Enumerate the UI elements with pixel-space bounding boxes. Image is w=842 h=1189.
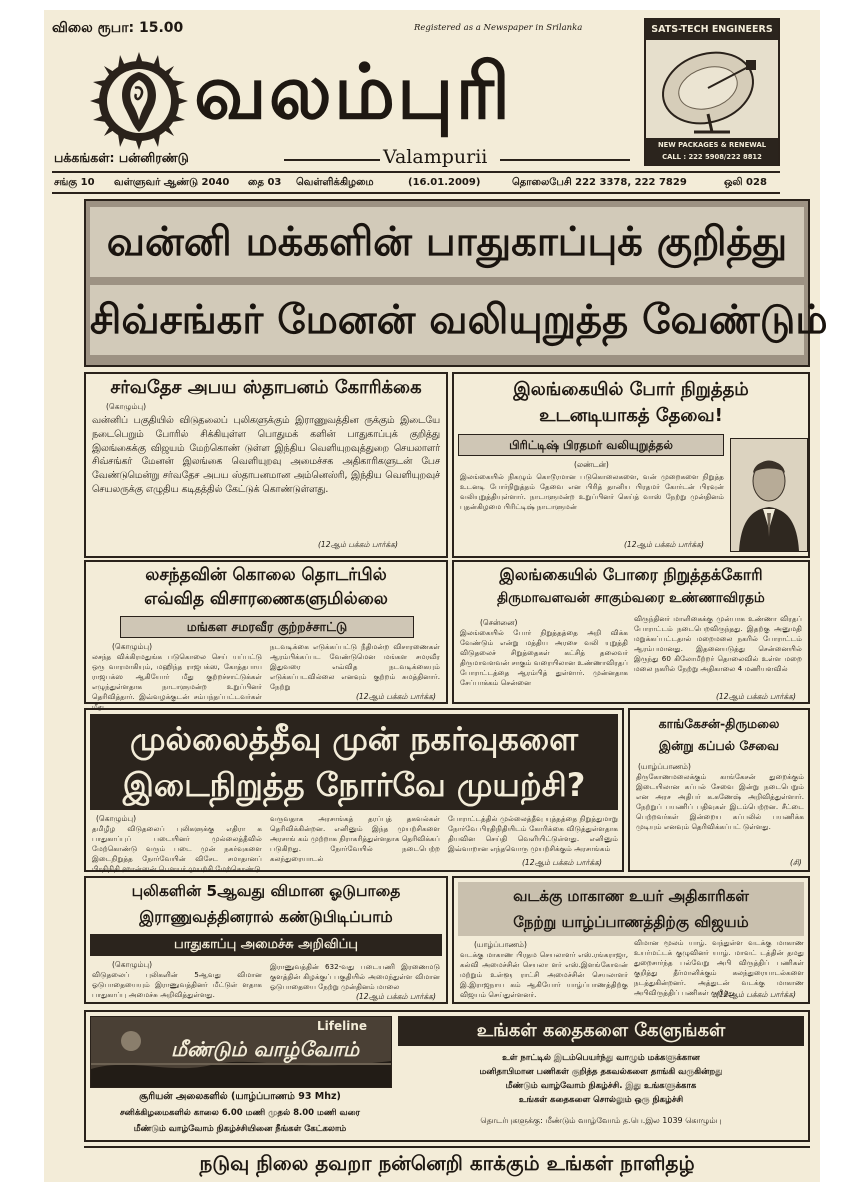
story7-column1: விடுதலைப் புலிகளின் 5ஆவது விமான ஓடுபாதையையும் இராணுவத்தினர் மீட்டுள் ளதாக பாதுகாப்பு அமைச்சு அறிவித்துள்ளது. [92,970,262,999]
ad-line-2: மனிதாபிமான பணிகள் குறித்த தகவல்களை தாங்கி வருகின்றது [479,1067,723,1077]
lead-story[interactable] [84,199,828,367]
story5-headline-block [90,714,618,810]
story4-headline-line2: திருமாவளவன் சாகும்வரை உண்ணாவிரதம் [497,590,765,606]
masthead-english-title: Valampurii [383,146,488,168]
story-lasantha[interactable] [84,560,448,711]
story3-continued: (12ஆம் பக்கம் பார்க்க) [356,692,436,701]
story6-dateline: (யாழ்ப்பாணம்) [638,762,691,771]
publication-date: (16.01.2009) [408,177,481,188]
masthead-title: வலம்புரி [194,47,513,136]
story4-headline-line1: இலங்கையில் போரை நிறுத்தக்கோரி [499,565,763,584]
story2-headline-line2: உடனடியாகத் தேவை! [539,405,723,426]
satellite-dish-icon [654,44,770,134]
ad-line-1: உள் நாட்டில் இடம்பெயர்ந்து வாழும் மக்களுக்கான [502,1053,700,1063]
story-northern-officials[interactable] [452,876,810,1004]
lead-headline-line1: வன்னி மக்களின் பாதுகாப்புக் குறித்து [90,207,804,277]
story3-dateline: (கொழும்பு) [112,642,153,651]
gordon-brown-photo [730,438,808,552]
dateline-rule-top [52,171,780,173]
story-norway[interactable] [84,708,624,872]
tamil-date: தை 03 [248,177,282,188]
weekday: வெள்ளிக்கிழமை [296,177,374,188]
story5-headline-line2: இடைநிறுத்த நோர்வே முயற்சி? [122,766,586,804]
ad-line-3: மீண்டும் வாழ்வோம் நிகழ்ச்சி. இது உங்களுக்காக [505,1081,697,1091]
story6-continued: (சி) [790,858,802,867]
ad-line-1: NEW PACKAGES & RENEWAL [657,141,767,149]
registration-note: Registered as a Newspaper in Srilanka [414,23,583,33]
story5-headline-line1: முல்லைத்தீவு முன் நகர்வுகளை [129,720,579,758]
story8-headline-block [458,882,804,936]
story6-headline-line2: இன்று கப்பல் சேவை [659,738,779,753]
title-rule-left [284,159,380,161]
satstech-ad[interactable] [644,18,780,166]
story4-column1: இலங்கையில் போர் நிறுத்தத்தை அறி விக்க வேண்டும் என்று மத்திய அரசை வலி யுறுத்தி விடுதலைச் சிறுத்தைகள் கட்சித் தலைவர் திருமாவளவன் சாகும் வரையிலான உண்ணாவிரதப் போராட்டத்தை ஆரம்பித் துள்ளார். முன்னதாக சேப்பாக்கம் சென்னை [460,628,628,687]
ad-line-4: உங்கள் கதைகளை சொல்லும் ஒரு நிகழ்ச்சி [518,1095,684,1105]
ad-radio-frequency: சூரியன் அலைகளில் (யாழ்ப்பாணம் 93 Mhz) [139,1091,341,1102]
story5-column3: போராட்டத்தில் முல்லைத்தீவு யுத்தத்தை நிறுத்துமாறு நோர்வே பிரதிநிதியிடம் கோரிக்கை விடுத்துள்ளதாக தியவின செய்தி வெளியிட்டுள்ளது. எனினும் இவ்வாறான எந்தவொரு முயற்சிக்கும் அரசாங்கம் [448,814,618,853]
story8-continued: (12ஆம் பக்கம் பார்க்க) [716,990,796,999]
ad-contact [646,138,778,165]
title-rule-right [500,159,630,161]
story5-dateline: (கொழும்பு) [96,814,137,823]
issue-number: ஒலி 028 [724,177,767,188]
story2-body: இலங்கையில் நிகழும் கொடூரமான படுகொலைகளை, வன் முறைகளை நிறுத்த உடனடி போர்நிறுத்தம் தேவை என பிரித் தானிய பிரதமர் கோர்டன் பிரவுன் வலியுறுத்தியுள்ளார். நாடாளுமன்ற உறுப்பினர் கெய்த் வாஸ் நேற்று முன்தினம் புதன்கிழமை பிரிட்டிஷ் நாடாளுமன் [460,472,724,511]
price-label: விலை ரூபா: 15.00 [52,20,184,36]
story3-subhead: மங்கள சமரவீர குற்றச்சாட்டு [120,616,414,638]
story4-continued: (12ஆம் பக்கம் பார்க்க) [716,692,796,701]
story5-column2: வருவதாக அரசாங்கத் தரப்புத் தகவல்கள் தெரிவிக்கின்றன. எனினும் இந்த முயற்சிகளை அரசாங் கம் முற்றாக நிராகரித்துள்ளதாக தெரிவிக்கப் படுகிறது. நோர்வேயில் நடைபெற்ற கலந்துரையாடல் [270,814,440,863]
story1-continued: (12ஆம் பக்கம் பார்க்க) [318,540,398,549]
story7-headline-line2: இராணுவத்தினரால் கண்டுபிடிப்பாம் [139,908,393,926]
story8-column2: விமான மூலம் யாழ். வந்துள்ள வடக்கு மாகாண உயர்மட்டக் குழுவினர் யாழ். மாவட் டத்தின் தமது துறைசார்ந்த பல்வேறு அபி விருத்திப் பணிகள் குறித்து தீர்மானிக்கும் கலந்துரையாடல்களை நடத்துகின்றனர். அத்துடன் வடக்கு மாகாண அபிவிருத்திப் பணிகள் குறித்து [634,938,804,997]
story4-dateline: (சென்னை) [480,618,518,627]
footer-motto: நடுவு நிலை தவறா நன்னெறி காக்கும் உங்கள் நாளிதழ் [84,1146,810,1178]
phone-numbers: தொலைபேசி 222 3378, 222 7829 [512,177,687,188]
page-count: பக்கங்கள்: பன்னிரண்டு [54,150,189,165]
story7-dateline: (கொழும்பு) [112,960,153,969]
story6-body: திருகோணமலைக்கும் காங்கேசன் துறைக்கும் இடையிலான கப்பல் சேவை இன்று நடைபெறும் என அரச அதிபர் க.கணேஷ் அறிவித்துள்ளார். நேற்றுப் பயணிப் பதிவுகள் இடம்பெற்றன. சீட்டை பெற்றவர்கள் இன்றைய கப்பலில் பயணிக்க முடியும் எனவும் தெரிவிக்கப்பட் டுள்ளது. [636,772,804,831]
ad-program: மீண்டும் வாழ்வோம் நிகழ்ச்சியினை நீங்கள் கேட்கலாம் [133,1124,347,1134]
volume-number: சங்கு 10 [54,177,95,188]
dateline-rule-bottom [52,192,780,194]
ad-banner [90,1016,392,1088]
tamil-year: வள்ளுவர் ஆண்டு 2040 [114,177,230,188]
story6-headline-line1: காங்கேசன்-திருமலை [658,716,780,731]
ad-phone: CALL : 222 5908/222 8812 [662,153,762,161]
story1-body: வன்னிப் பகுதியில் விடுதலைப் புலிகளுக்கும் இராணுவத்தின ருக்கும் இடையே நடைபெறும் போரில் சிக்கியுள்ள பொதுமக் களின் பாதுகாப்புக் குறித்து இலங்கைக்கு விஜயம் மேற்கொண் டுள்ள இந்திய வெளியுறவுத்துறை செயலாளர் சிவ்சங்கர் மேனன் இலங்கை வெளியுறவு அமைச்சக அதிகாரிகளுடன் பேச வேண்டுமென்று சர்வதேச அபய ஸ்தாபனமான அம்னெஸ்ரி, இந்திய வெளியுறவுச் செயலருக்கு எழுதிய கடிதத்தில் கேட்டுக் கொண்டுள்ளது. [92,415,440,495]
story3-column2: நடவடிக்கை எடுக்கப்பட்டு நீதிமன்ற விசாரணைகள் ஆரம்பிக்கப்பட வேண்டுமென மங்கள சமரவீர இதுவரை எவ்வித நடவடிக்கையும் எடுக்கப்படவில்லை எனவும் குற்றம் சுமத்தினார். நேற்று [270,642,440,691]
lifeline-brand: Lifeline [317,1019,368,1033]
ad-contact-line: தொடர்புகளுக்கு: மீண்டும் வாழ்வோம் த.பெ.இல 1039 கொழும்பு [480,1116,722,1125]
story-uk-ceasefire[interactable] [452,372,810,558]
story5-continued: (12ஆம் பக்கம் பார்க்க) [522,858,602,867]
story8-headline-line2: நேற்று யாழ்ப்பாணத்திற்கு விஜயம் [513,913,749,931]
story8-headline-line1: வடக்கு மாகாண உயர் அதிகாரிகள் [513,887,749,905]
story2-subhead: பிரிட்டிஷ் பிரதமர் வலியுறுத்தல் [458,434,724,456]
story4-column2: விருந்தினர் மாளிகைக்கு முன்பாக உண்ணா விரதப் போராட்டம் நடைபெறவிருந்தது. இதற்கு அனுமதி மறுக்கப்பட்டதால் மறைமலை நகரில் போராட்டம் ஆரம்பமானது. இதனையடுத்து சென்னையில் இருந்து 60 கிலோமீற்றர் தொலைவில் உள்ள மறை மலை நகரில் நேற்று அதிகாலை 4 மணியளவில் [634,614,802,673]
lead-headline-line2: சிவ்சங்கர் மேனன் வலியுறுத்த வேண்டும் [90,285,804,355]
story3-headline-line1: லசந்தவின் கொலை தொடர்பில் [145,565,387,585]
story7-subhead: பாதுகாப்பு அமைச்சு அறிவிப்பு [90,934,442,956]
story-thirumavalavan[interactable] [452,560,810,704]
story2-dateline: (லண்டன்) [574,460,609,469]
story1-dateline: (கொழும்பு) [106,402,147,411]
story8-dateline: (யாழ்ப்பாணம்) [474,940,527,949]
story-amnesty[interactable] [84,372,448,558]
lifeline-radio-ad[interactable] [84,1010,810,1142]
story-ship-service[interactable] [628,708,810,872]
story1-headline: சர்வதேச அபய ஸ்தாபனம் கோரிக்கை [110,377,422,398]
ad-title: SATS-TECH ENGINEERS [646,20,778,40]
story3-headline-line2: எவ்வித விசாரணைகளுமில்லை [144,589,388,609]
story7-headline-line1: புலிகளின் 5ஆவது விமான ஓடுபாதை [131,882,401,900]
story7-column2: இராணுவத்தின் 632-வது படையணி இரணைமடு குளத்தின் கிழக்குப் பகுதியில் அமைந்துள்ள விமான ஓடுபாதையை நேற்று முன்தினம் மாலை [270,962,440,991]
ad-schedule: சனிக்கிழமைகளில் காலை 6.00 மணி முதல் 8.00 மணி வரை [119,1108,361,1118]
story7-continued: (12ஆம் பக்கம் பார்க்க) [356,992,436,1001]
dateline-bar [52,174,780,191]
ad-headline: உங்கள் கதைகளை கேளுங்கள் [398,1016,804,1046]
story3-column1: லசந்த விக்கிரமதுங்க படுகொலை செய் யப்பட்டு ஒரு வாரமாகியும், மஹிந்த ராஜபக்ஸ, கோத்தபாய ராஜபக்ஸ ஆகியோர் மீது குற்றச்சாட்டுக்கள் எழுந்துள்ளதாக நாடாளுமன்ற உறுப்பினர் தெரிவித்தார். இவ்வழக்குடன் சம்பந்தப்பட்டவர்கள் மீது [92,652,262,711]
newspaper-page [44,10,828,1182]
story-airstrip[interactable] [84,876,448,1004]
story2-continued: (12ஆம் பக்கம் பார்க்க) [624,540,704,549]
story2-headline-line1: இலங்கையில் போர் நிறுத்தம் [513,379,749,400]
story5-column1: தமிழீழ விடுதலைப் புலிகளுக்கு எதிரா க பாதுகாப்புப் படையினர் முல்லைத்தீவில் மேற்கொண்டு வரும் படை முன் நகர்வுகளை இடைநிறுத்த நோர்வேயின் விசேட சமாதானப் பிரதிநிதி ஹான்ஸன் பௌயர் முயற்சி மேற்கொண்டு [92,824,262,873]
ad-slogan: மீண்டும் வாழ்வோம் [171,1037,360,1061]
conch-logo [88,50,190,152]
story8-column1: வடக்கு மாகாண பிரதம செயலாளர் எஸ்.ரங்கராஜா, கல்வி அமைச்சின் செயலா ளர் எஸ்.இளங்கோவன் மற்றும் உள்ளூ ராட்சி அமைச்சின் செயலாளர் இ.இராஜநாய கம் ஆகியோர் யாழ்ப்பாணத்திற்கு விஜயம் செய்துள்ளனர். [460,950,628,999]
